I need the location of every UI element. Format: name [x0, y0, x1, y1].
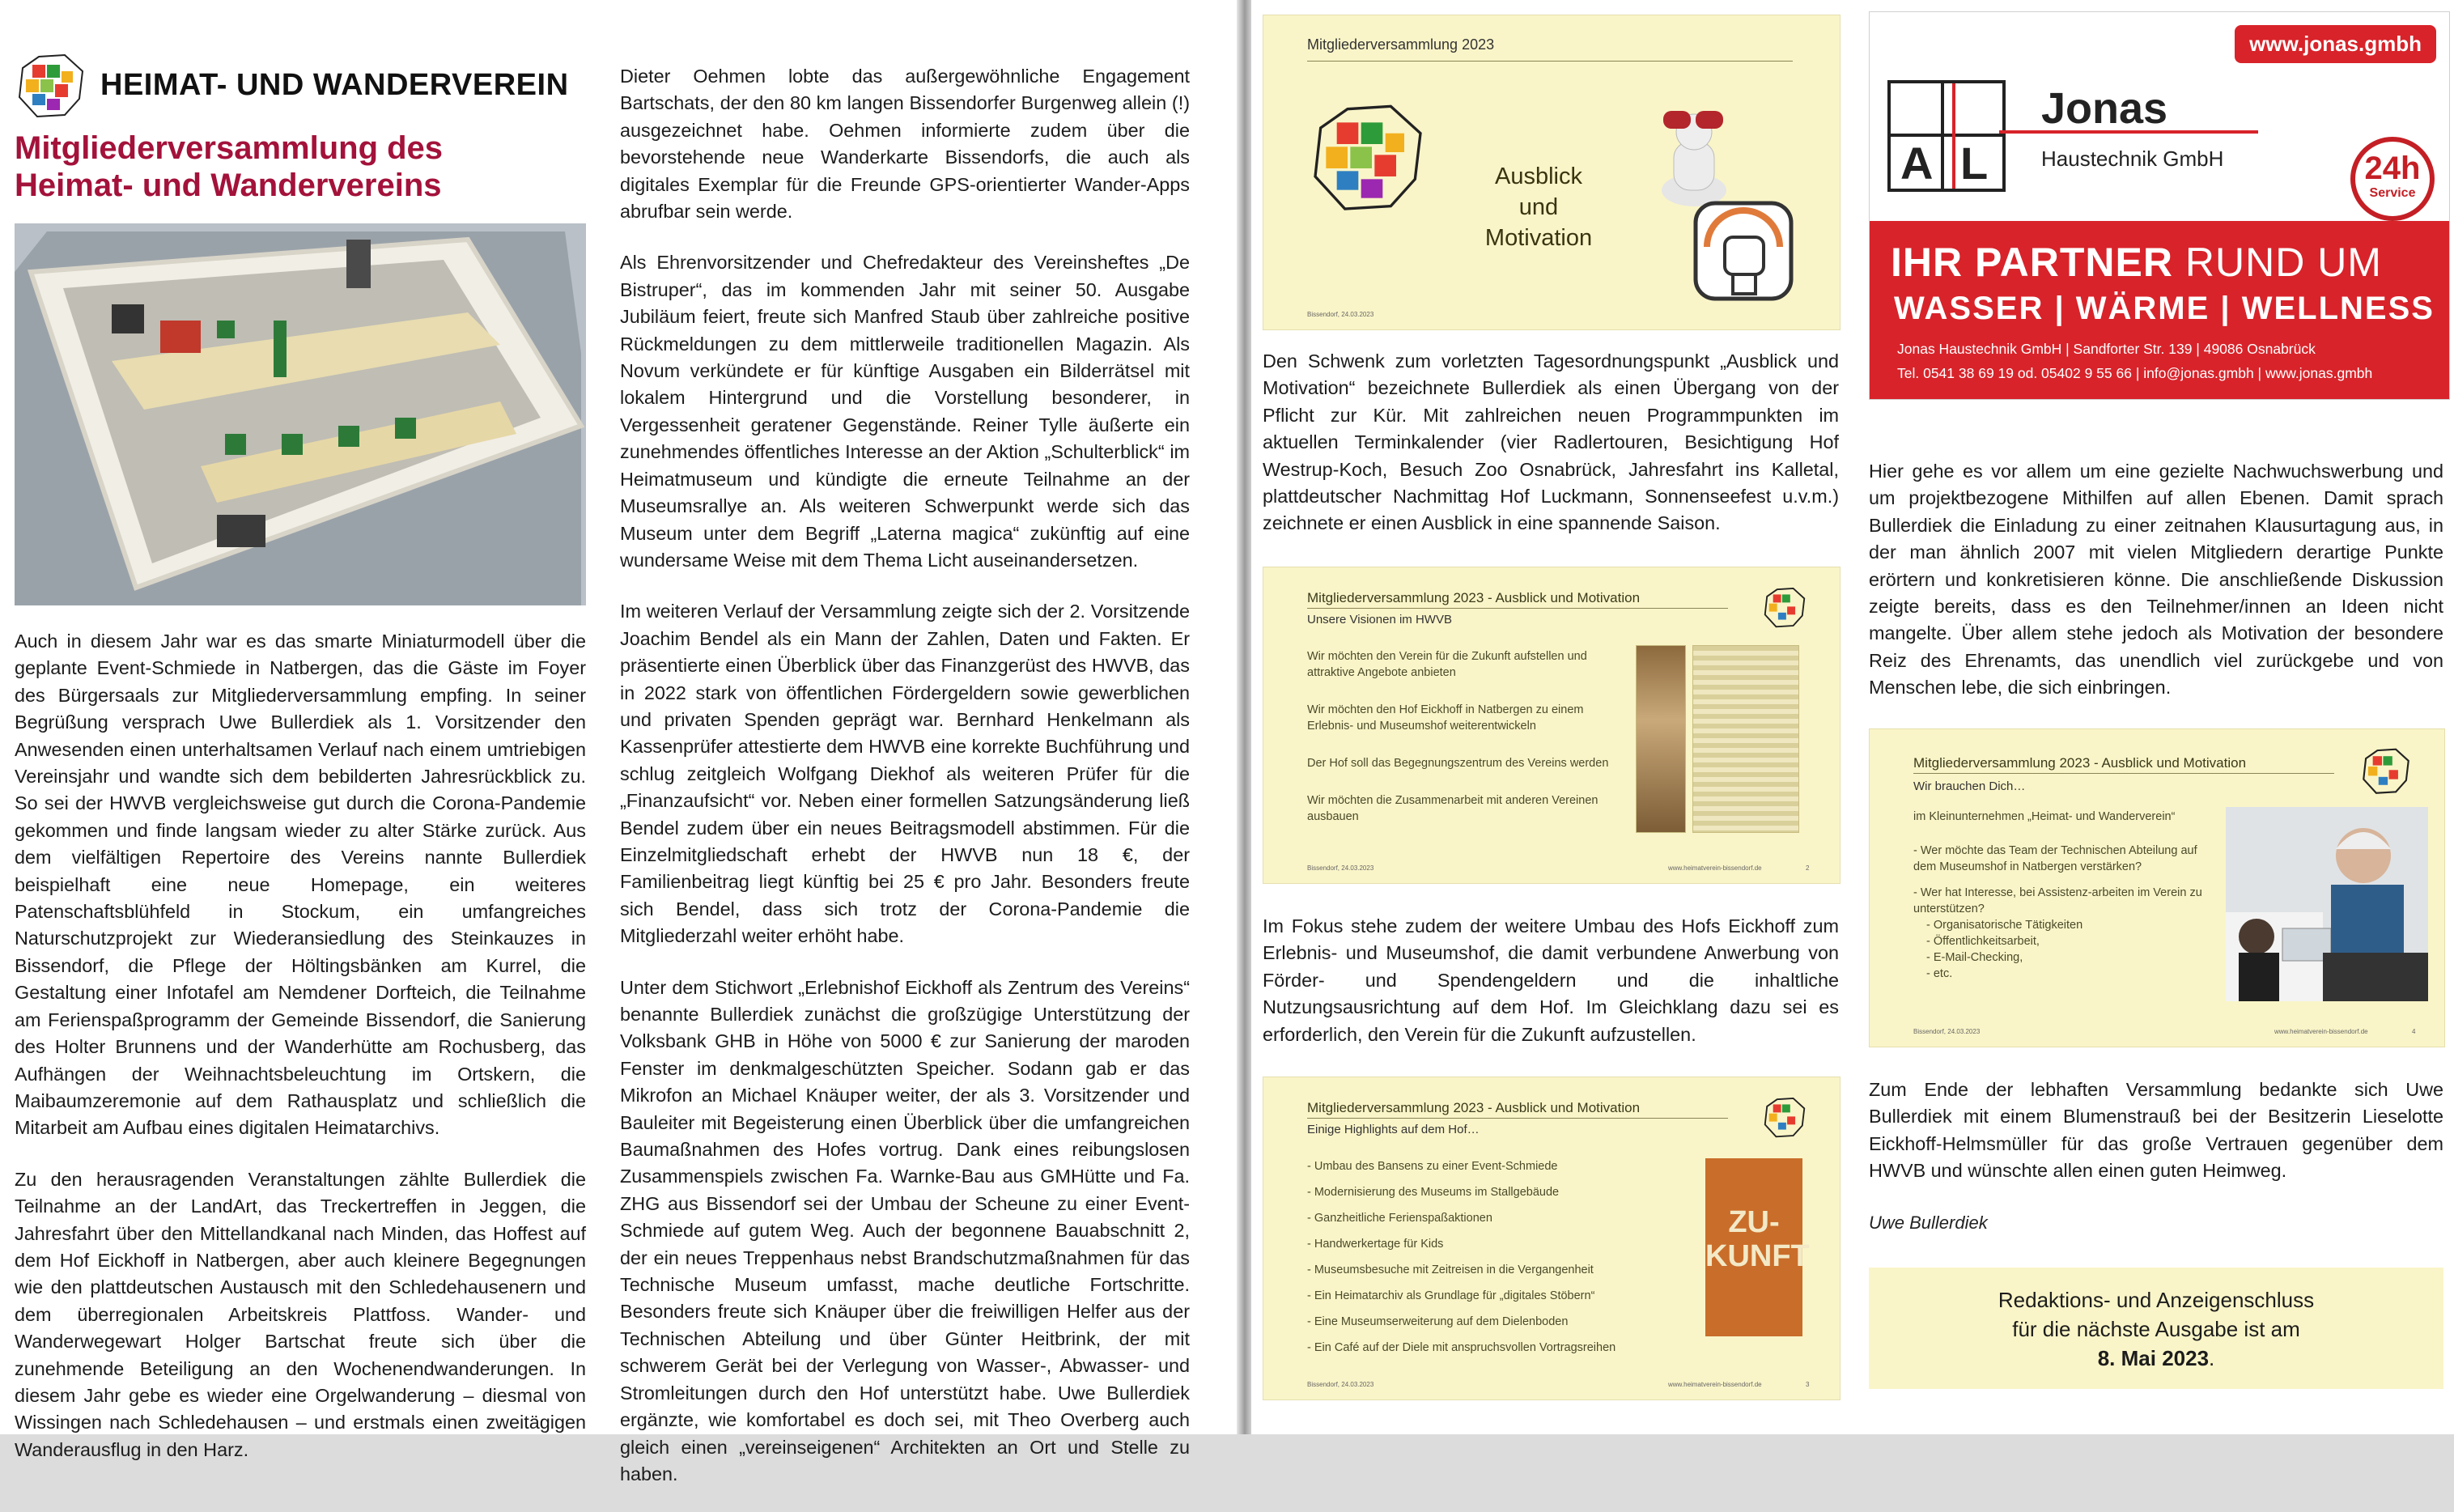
slide-caption-block: [1692, 645, 1799, 833]
article-column-4b: [1869, 1077, 2443, 1209]
deadline-period: .: [2209, 1346, 2215, 1370]
article-title: Mitgliederversammlung des Heimat- und Wandervereins: [15, 130, 444, 203]
paragraph: Zum Ende der lebhaften Versammlung bedankte sich Uwe Bullerdiek mit einem Blumenstrauß bei der Besitzerin Lieselotte Eickhoff-Helmsmüller für das große Vertrauen gegenüber dem HWVB und wünschte allen einen guten Heimweg.: [1869, 1079, 2443, 1182]
slide-list-item: - Museumsbesuche mit Zeitreisen in die Vergangenheit: [1307, 1264, 1594, 1276]
poster-text: KUNFT: [1705, 1239, 1810, 1273]
slide-keyword: Motivation: [1484, 225, 1593, 251]
slide-list-item: - Organisatorische Tätigkeiten: [1926, 919, 2083, 932]
association-logo-icon: [1762, 1095, 1807, 1139]
slide-footer: Bissendorf, 24.03.2023: [1307, 311, 1374, 318]
slide-footer: Bissendorf, 24.03.2023: [1307, 1381, 1374, 1388]
slide-keywords: [1466, 161, 1611, 253]
article-column-3a: [1263, 348, 1839, 562]
deadline-line: Redaktions- und Anzeigenschluss: [1998, 1288, 2315, 1312]
raised-fist-icon: [1691, 198, 1796, 304]
ad-contact: Tel. 0541 38 69 19 od. 05402 9 55 66 | info@jonas.gmbh | www.jonas.gmbh: [1897, 365, 2373, 381]
slide-list-item: - etc.: [1926, 967, 1953, 980]
ad-address: Jonas Haustechnik GmbH | Sandforter Str. 139 | 49086 Osnabrück: [1897, 341, 2316, 357]
slide-url: www.heimatverein-bissendorf.de: [2274, 1028, 2368, 1035]
slide-keyword: und: [1518, 194, 1559, 220]
slide-list-item: Wir möchten die Zusammenarbeit mit anderen Vereinen ausbauen: [1307, 794, 1598, 823]
slide-footer: Bissendorf, 24.03.2023: [1913, 1028, 1981, 1035]
slide-divider: [1913, 773, 2334, 774]
author-signature: Uwe Bullerdiek: [1869, 1213, 1988, 1233]
slide-3: [1263, 1077, 1840, 1400]
slide-4: [1869, 728, 2445, 1047]
slide-divider: [1307, 608, 1728, 609]
slide-list-item: - Ein Café auf der Diele mit anspruchsvollen Vortragsreihen: [1307, 1341, 1616, 1354]
slide-list-item: Der Hof soll das Begegnungszentrum des Vereins werden: [1307, 757, 1609, 770]
association-logo-icon: [2360, 745, 2412, 796]
association-logo-icon: [1307, 96, 1429, 216]
slide-list-item: - E-Mail-Checking,: [1926, 951, 2023, 964]
right-page: [1251, 0, 2454, 1434]
slide-list: [1913, 843, 2221, 982]
slide-thumbnail: [1636, 645, 1686, 833]
paragraph: Unter dem Stichwort „Erlebnishof Eickhoff als Zentrum des Vereins“ benannte Bullerdiek zunächst die großzügige Unterstützung der Volksbank GHB in Höhe von 5000 € zur Sanierung der maroden Fenster im denkmalgeschützten Speicher. Sodann gab er das Mikrofon an Michael Knäuper weiter, der als 3. Vorsitzender und Bauleiter mit Begeisterung einen Überblick über die umfangreichen Baumaßnahmen des Hofes vortrug. Dank eines reibungslosen Zusammenspiels zwischen Fa. Warnke-Bau aus GMHütte und Fa. ZHG aus Bissendorf sei der Umbau der Scheune zu einer Event-Schmiede auf gutem Weg. Auch der begonnene Bauabschnitt 2, der ein neues Treppenhaus nebst Brandschutzmaßnahmen für das Technische Museum umfasst, mache deutliche Fortschritte. Besonders freute sich Knäuper über die freiwilligen Helfer aus der Technischen Abteilung und über Günter Heitbrink, der mit schwerem Gerät bei der Verlegung von Wasser-, Abwasser- und Stromleitungen durch den Hof unterstützt habe. Uwe Bullerdiek ergänzte, wie komfortabel es doch sei, mit Theo Overberg auch gleich einen „vereinseigenen“ Architekten an Ort und Stelle zu haben.: [620, 976, 1190, 1484]
article-column-2: [620, 63, 1190, 1512]
article-column-1: [15, 628, 586, 1488]
workshop-photo: [2226, 807, 2428, 1001]
binoculars-figure-icon: [1629, 93, 1751, 214]
slide-2: [1263, 567, 1840, 884]
section-header: [15, 49, 569, 121]
ad-company-name: Jonas: [2041, 84, 2168, 133]
ad-headline-bold: IHR PARTNER: [1891, 240, 2173, 285]
slide-url: www.heimatverein-bissendorf.de: [1668, 864, 1762, 872]
paragraph: Dieter Oehmen lobte das außergewöhnliche Engagement Bartschats, der den 80 km langen Bissendorfer Burgenweg allein (!) ausgezeichnet habe. Oehmen informierte zudem über die bevorstehende neue Wanderkarte Bissendorfs, die auch als digitales Exemplar für die Freunde GPS-orientierter Wander-Apps abrufbar sein werde.: [620, 66, 1190, 223]
article-column-3b: [1263, 913, 1839, 1072]
ad-url[interactable]: www.jonas.gmbh: [2235, 25, 2436, 63]
slide-page-number: 2: [1806, 864, 1810, 872]
logo-letter: L: [1960, 138, 1989, 189]
association-logo-icon: [1762, 585, 1807, 629]
advertisement: [1869, 11, 2450, 400]
slide-subtitle: Unsere Visionen im HWVB: [1307, 613, 1452, 626]
slide-title: Mitgliederversammlung 2023 - Ausblick und Motivation: [1307, 590, 1641, 605]
slide-url: www.heimatverein-bissendorf.de: [1668, 1381, 1762, 1388]
paragraph: Im Fokus stehe zudem der weitere Umbau des Hofs Eickhoff zum Erlebnis- und Museumshof, die damit verbundene Anwerbung von Förder- und Spendengeldern und die inhaltliche Nutzungsausrichtung auf dem Hof. Im Gleichklang dazu sei es erforderlich, den Verein für die Zukunft aufzustellen.: [1263, 915, 1839, 1045]
slide-page-number: 4: [2412, 1028, 2416, 1035]
badge-label: Service: [2369, 186, 2416, 200]
slide-list-item: - Wer hat Interesse, bei Assistenz-arbeiten im Verein zu unterstützen?: [1913, 886, 2202, 915]
paragraph: Zu den herausragenden Veranstaltungen zählte Bullerdiek die Teilnahme an der LandArt, das Treckertreffen in Jeggen, die Jahresfahrt über den Mittellandkanal nach Minden, das Hoffest auf dem Hof Eickhoff in Natbergen, aber auch kleinere Begegnungen wie den plattdeutschen Austausch mit den Schledehausenern und dem überregionalen Arbeitskreis Plattfoss. Wander- und Wanderwegewart Holger Bartschat freute sich über die zunehmende Beteiligung an den Wochenendwanderungen. In diesem Jahr gebe es wieder eine Orgelwanderung – diesmal von Wissingen nach Schledehausen – und erstmals einen zweitägigen Wanderausflug in den Harz.: [15, 1168, 586, 1460]
logo-letter: A: [1900, 138, 1934, 189]
ad-banner: [1870, 221, 2449, 399]
slide-list-item: Wir möchten den Verein für die Zukunft aufstellen und attraktive Angebote anbieten: [1307, 650, 1587, 679]
deadline-notice: [1869, 1268, 2443, 1389]
slide-list-item: - Modernisierung des Museums im Stallgebäude: [1307, 1186, 1560, 1199]
paragraph: Auch in diesem Jahr war es das smarte Miniaturmodell über die geplante Event-Schmiede in Natbergen, das die Gäste im Foyer des Bürgersaals zur Mitgliederversammlung empfing. In seiner Begrüßung versprach Uwe Bullerdiek als 1. Vorsitzender den Anwesenden einen unterhaltsamen Verlauf nach einem umtriebigen Vereinsjahr und wandte sich dem bebilderten Jahresrückblick zu. So sei der HWVB vergleichsweise gut durch die Corona-Pandemie gekommen und finde langsam wieder zu alter Stärke zurück. Aus dem vielfältigen Repertoire des Vereins nannte Bullerdiek beispielhaft eine neue Homepage, ein weiteres Patenschaftsblühfeld in Stockum, ein umfangreiches Naturschutzprojekt zur Wiederansiedlung des Steinkauzes in Bissendorf, die Pflege der Höltingsbänken am Kurrel, die Gestaltung einer Infotafel am Nemdener Dorfteich, die Teilnahme am Ferienspaßprogramm der Gemeinde Bissendorf, die Sanierung des Holter Brunnens und der Wanderhütte am Rochusberg, das Aufhängen der Weihnachtsbeleuchtung im Ortskern, die Maibaumzeremonie auf dem Rathausplatz und schließlich die Mitarbeit am Aufbau eines digitalen Heimatarchivs.: [15, 631, 586, 1139]
slide-list-item: - Wer möchte das Team der Technischen Abteilung auf dem Museumshof in Natbergen verstärken?: [1913, 844, 2197, 873]
slide-title: Mitgliederversammlung 2023 - Ausblick und Motivation: [1913, 755, 2247, 771]
deadline-line: für die nächste Ausgabe ist am: [2012, 1317, 2300, 1341]
paragraph: Den Schwenk zum vorletzten Tagesordnungspunkt „Ausblick und Motivation“ bezeichnete Bullerdiek als einen Übergang von der Pflicht zur Kür. Mit zahlreichen neuen Programmpunkten im aktuellen Terminkalender (vier Radlertouren, Besichtigung Hof Westrup-Koch, Besuch Zoo Osnabrück, Jahresfahrt ins Kalletal, plattdeutscher Nachmittag Hof Luckmann, Sonnenseefest u.v.m.) zeichnete er einen Ausblick in eine spannende Saison.: [1263, 350, 1839, 534]
zukunft-poster: [1705, 1158, 1810, 1336]
page-gutter: [1237, 0, 1251, 1434]
slide-list-item: - Ein Heimatarchiv als Grundlage für „digitales Stöbern“: [1307, 1289, 1595, 1302]
section-header-title: HEIMAT- UND WANDERVEREIN: [100, 67, 569, 102]
slide-title: Mitgliederversammlung 2023 - Ausblick und Motivation: [1307, 1100, 1641, 1115]
slide-title: Mitgliederversammlung 2023: [1307, 36, 1495, 53]
slide-1: [1263, 15, 1840, 330]
slide-list: [1307, 1158, 1712, 1356]
slide-divider: [1307, 1118, 1728, 1119]
slide-page-number: 3: [1806, 1381, 1810, 1388]
slide-list-item: - Eine Museumserweiterung auf dem Dielenboden: [1307, 1315, 1569, 1328]
paragraph: Als Ehrenvorsitzender und Chefredakteur des Vereinsheftes „De Bistruper“, das im kommenden Jahr mit seiner 50. Ausgabe Jubiläum feiert, freute sich Manfred Staub über zahlreiche positive Rückmeldungen zu dem mittlerweile traditionellen Magazin. Als Novum verkündete er für künftige Ausgaben ein Bilderrätsel mit lokalem Hintergrund und die Vorstellung besonderer, in Vergessenheit geratener Gegenstände. Reiner Tylle äußerte ein zunehmendes öffentliches Interesse an der Aktion „Schulterblick“ im Heimatmuseum und kündigte die erneute Teilnahme an der Museumsrallye an. Als weiteren Schwerpunkt werde sich das Museum unter dem Begriff „Laterna magica“ zukünftig auf eine wundersame Weise mit dem Thema Licht auseinandersetzen.: [620, 252, 1190, 571]
slide-list-item: - Handwerkertage für Kids: [1307, 1238, 1444, 1251]
article-column-4a: [1869, 458, 2443, 726]
service-24h-badge: [2350, 137, 2435, 221]
slide-footer: Bissendorf, 24.03.2023: [1307, 864, 1374, 872]
paragraph: Hier gehe es vor allem um eine gezielte Nachwuchswerbung und um projektbezogene Mithilfen auf allen Ebenen. Damit sprach Bullerdiek die Einladung zu einer zeitnahen Klausurtagung aus, in der man ähnlich 2007 mit vielen Mitgliedern derartige Punkte erörtern und konkretisieren könne. Die anschließende Diskussion zeigte bereits, dass es den Teilnehmer/innen an Ideen nicht mangelte. Über allem stehe jedoch als Motivation der besondere Reiz des Ehrenamts, das unendlich viel zurückgebe und von Menschen lebe, die sich einbringen.: [1869, 461, 2443, 699]
association-logo-icon: [15, 50, 87, 120]
slide-keyword: Ausblick: [1495, 164, 1582, 189]
slide-list: [1307, 648, 1631, 825]
miniature-model-image: [15, 223, 586, 605]
slide-list-item: Wir möchten den Hof Eickhoff in Natbergen zu einem Erlebnis- und Museumshof weiterentwickeln: [1307, 703, 1584, 733]
model-photo: [15, 223, 586, 605]
slide-subtitle: Wir brauchen Dich…: [1913, 779, 2026, 793]
slide-list-item: - Öffentlichkeitsarbeit,: [1926, 935, 2040, 948]
ad-services: WASSER | WÄRME | WELLNESS: [1894, 291, 2435, 326]
slide-subtitle: Einige Highlights auf dem Hof…: [1307, 1123, 1480, 1136]
ad-logo: [1887, 80, 2006, 192]
paragraph: Im weiteren Verlauf der Versammlung zeigte sich der 2. Vorsitzende Joachim Bendel als ein Mann der Zahlen, Daten und Fakten. Er präsentierte einen Überblick über das Finanzgerüst des HWVB, das in 2022 stark von öffentlichen Fördergeldern sowie gewerblichen und privaten Spenden geprägt war. Bernhard Henkelmann als Kassenprüfer attestierte dem HWVB eine korrekte Buchführung und schlug zeitgleich Wolfgang Diekhof als weiteren Prüfer für die „Finanzaufsicht“ vor. Neben einer formellen Satzungsänderung ließ Bendel zudem über ein neues Beitragsmodell abstimmen. Für die Einzelmitgliedschaft erhebt der HWVB nun 18 €, der Familienbeitrag liegt künftig bei 25 € pro Jahr. Besonders freute sich Bendel, dass sich trotz der Corona-Pandemie die Mitgliederzahl weiter erhöht habe.: [620, 601, 1190, 947]
deadline-date: 8. Mai 2023: [2097, 1346, 2210, 1370]
slide-list-item: - Ganzheitliche Ferienspaßaktionen: [1307, 1212, 1492, 1225]
slide-list-item: - Umbau des Bansens zu einer Event-Schmiede: [1307, 1160, 1558, 1173]
logo-accent: [1952, 83, 1955, 189]
ad-company-sub: Haustechnik GmbH: [2041, 147, 2224, 171]
ad-headline-light: RUND UM: [2184, 240, 2382, 285]
badge-hours: 24h: [2364, 151, 2421, 186]
ad-headline: [1891, 239, 2382, 286]
poster-text: ZU-: [1728, 1205, 1780, 1239]
slide-divider: [1307, 61, 1793, 62]
slide-intro: im Kleinunternehmen „Heimat- und Wanderverein“: [1913, 810, 2176, 823]
left-page: [0, 0, 1237, 1484]
logo-divider: [1941, 83, 1944, 189]
deadline-date-line: [1869, 1344, 2443, 1373]
